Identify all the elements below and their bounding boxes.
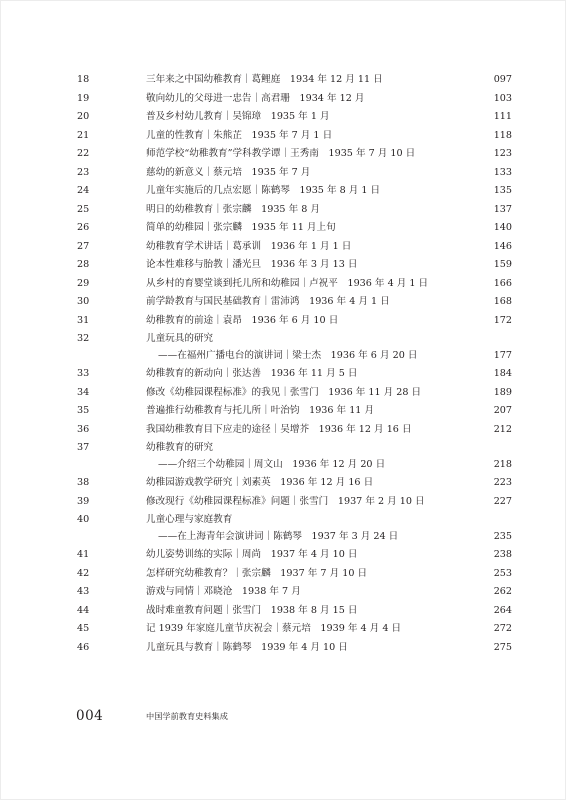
entry-page: 212 (493, 423, 512, 435)
entry-page: 223 (493, 477, 512, 488)
entry-number: 27 (77, 240, 90, 252)
entry-page: 135 (493, 185, 512, 196)
entry-page: 159 (493, 259, 512, 270)
entry-subtitle: ——在福州广播电台的演讲词｜梁士杰 1936 年 6 月 20 日 (158, 350, 418, 361)
entry-title: 战时难童教育问题｜张雪门 1938 年 8 月 15 日 (146, 604, 358, 616)
toc-entry (0, 219, 566, 238)
toc-entry (0, 620, 566, 639)
entry-number: 23 (77, 166, 90, 178)
entry-title: 儿童年实施后的几点宏愿｜陈鹤琴 1935 年 8 月 1 日 (146, 185, 381, 196)
entry-title: 儿童玩具的研究 (146, 333, 214, 344)
toc-entry (0, 402, 566, 421)
entry-page: 166 (493, 277, 512, 289)
entry-page: 272 (493, 623, 512, 634)
entry-title: 修改《幼稚园课程标准》的我见｜张雪门 1936 年 11 月 28 日 (146, 386, 422, 398)
entry-number: 29 (77, 277, 90, 289)
entry-number: 39 (77, 495, 90, 507)
toc-entry (0, 108, 566, 127)
entry-page: 140 (493, 222, 512, 233)
toc-entry (0, 90, 566, 109)
entry-number: 33 (77, 368, 90, 379)
toc-entry (0, 565, 566, 584)
entry-title: 修改现行《幼稚园课程标准》问题｜张雪门 1937 年 2 月 10 日 (146, 495, 425, 507)
entry-page: 133 (493, 166, 512, 178)
entry-page: 207 (493, 405, 512, 416)
entry-number: 30 (77, 296, 90, 307)
entry-title: 从乡村的育婴堂谈到托儿所和幼稚园｜卢祝平 1936 年 4 月 1 日 (146, 277, 429, 289)
entry-page: 137 (493, 203, 512, 215)
entry-title: 幼稚园游戏教学研究｜刘素英 1936 年 12 月 16 日 (146, 477, 374, 488)
entry-title: 幼稚教育学术讲话｜葛承训 1936 年 1 月 1 日 (146, 240, 352, 252)
entry-title: 记 1939 年家庭儿童节庆祝会｜蔡元培 1939 年 4 月 4 日 (146, 623, 402, 634)
entry-page: 189 (493, 386, 512, 398)
toc-entry (0, 365, 566, 384)
entry-number: 43 (77, 586, 90, 597)
entry-page: 111 (493, 111, 512, 122)
entry-page: 177 (493, 350, 512, 361)
entry-title: 怎样研究幼稚教育？｜张宗麟 1937 年 7 月 10 日 (146, 567, 368, 579)
toc-entry (0, 602, 566, 621)
entry-page: 262 (493, 586, 512, 597)
toc-entry (0, 493, 566, 512)
toc-entry (0, 439, 566, 474)
entry-subtitle: ——介绍三个幼稚园｜周文山 1936 年 12 月 20 日 (158, 459, 386, 470)
toc-entry (0, 256, 566, 275)
toc-entry (0, 293, 566, 312)
entry-title: 幼稚教育的新动向｜张达善 1936 年 11 月 5 日 (146, 368, 358, 379)
entry-number: 26 (77, 222, 90, 233)
entry-title: 明日的幼稚教育｜张宗麟 1935 年 8 月 (146, 203, 320, 215)
entry-number: 25 (77, 203, 90, 215)
entry-page: 172 (493, 314, 512, 326)
entry-title: 我国幼稚教育目下应走的途径｜吴增芥 1936 年 12 月 16 日 (146, 423, 412, 435)
table-of-contents (0, 71, 566, 657)
entry-number: 36 (77, 423, 90, 435)
entry-title: 三年来之中国幼稚教育｜葛鲤庭 1934 年 12 月 11 日 (146, 74, 383, 85)
entry-number: 34 (77, 386, 90, 398)
toc-entry (0, 384, 566, 403)
entry-number: 45 (77, 623, 90, 634)
entry-page: 118 (493, 129, 512, 141)
entry-number: 32 (77, 333, 90, 344)
entry-page: 123 (493, 148, 512, 159)
entry-page: 218 (493, 459, 512, 470)
toc-entry (0, 182, 566, 201)
entry-page: 253 (493, 567, 512, 579)
entry-title: 儿童的性教育｜朱熊芷 1935 年 7 月 1 日 (146, 129, 333, 141)
entry-page: 264 (493, 604, 512, 616)
entry-page: 184 (493, 368, 512, 379)
entry-page: 238 (493, 549, 512, 560)
entry-title: 儿童心理与家庭教育 (146, 514, 233, 525)
entry-page: 146 (493, 240, 512, 252)
entry-title: 简单的幼稚园｜张宗麟 1935 年 11 月上旬 (146, 222, 336, 233)
entry-title: 幼稚教育的研究 (146, 442, 214, 453)
toc-entry (0, 330, 566, 365)
entry-number: 40 (77, 514, 90, 525)
entry-number: 21 (77, 129, 90, 141)
entry-page: 168 (493, 296, 512, 307)
entry-title: 师范学校“幼稚教育”学科教学谭｜王秀南 1935 年 7 月 10 日 (146, 148, 416, 159)
entry-title: 敬向幼儿的父母进一忠告｜高君珊 1934 年 12 月 (146, 92, 365, 104)
toc-entry (0, 474, 566, 493)
entry-number: 24 (77, 185, 90, 196)
book-title: 中国学前教育史料集成 (146, 711, 228, 721)
entry-number: 35 (77, 405, 90, 416)
entry-number: 42 (77, 567, 90, 579)
toc-entry (0, 275, 566, 294)
entry-number: 37 (77, 442, 90, 453)
entry-subtitle: ——在上海青年会演讲词｜陈鹤琴 1937 年 3 月 24 日 (158, 531, 399, 542)
entry-title: 慈幼的新意义｜蔡元培 1935 年 7 月 (146, 166, 311, 178)
entry-page: 235 (493, 531, 512, 542)
toc-entry (0, 164, 566, 183)
entry-number: 22 (77, 148, 90, 159)
entry-number: 44 (77, 604, 90, 616)
entry-number: 38 (77, 477, 90, 488)
entry-page: 103 (493, 92, 512, 104)
entry-number: 41 (77, 549, 90, 560)
toc-entry (0, 312, 566, 331)
toc-entry (0, 546, 566, 565)
toc-entry (0, 71, 566, 90)
entry-number: 19 (77, 92, 90, 104)
toc-entry (0, 127, 566, 146)
page-number: 004 (76, 708, 104, 724)
toc-entry (0, 421, 566, 440)
entry-page: 275 (493, 641, 512, 653)
entry-title: 普及乡村幼儿教育｜吴锦璋 1935 年 1 月 (146, 111, 330, 122)
toc-entry (0, 201, 566, 220)
entry-page: 097 (493, 74, 512, 85)
toc-entry (0, 238, 566, 257)
entry-number: 20 (77, 111, 90, 122)
entry-page: 227 (493, 495, 512, 507)
toc-entry (0, 511, 566, 546)
toc-entry (0, 639, 566, 658)
entry-title: 幼稚教育的前途｜袁昂 1936 年 6 月 10 日 (146, 314, 339, 326)
entry-number: 28 (77, 259, 90, 270)
entry-number: 46 (77, 641, 90, 653)
toc-entry (0, 583, 566, 602)
entry-number: 18 (77, 74, 90, 85)
entry-title: 幼儿姿势训练的实际｜周尚 1937 年 4 月 10 日 (146, 549, 358, 560)
entry-title: 普遍推行幼稚教育与托儿所｜叶治钧 1936 年 11 月 (146, 405, 375, 416)
entry-title: 论本性难移与胎教｜潘光旦 1936 年 3 月 13 日 (146, 259, 358, 270)
entry-title: 前学龄教育与国民基础教育｜雷沛鸿 1936 年 4 月 1 日 (146, 296, 390, 307)
entry-title: 儿童玩具与教育｜陈鹤琴 1939 年 4 月 10 日 (146, 641, 348, 653)
entry-title: 游戏与同情｜邓晓沧 1938 年 7 月 (146, 586, 301, 597)
entry-number: 31 (77, 314, 90, 326)
toc-entry (0, 145, 566, 164)
